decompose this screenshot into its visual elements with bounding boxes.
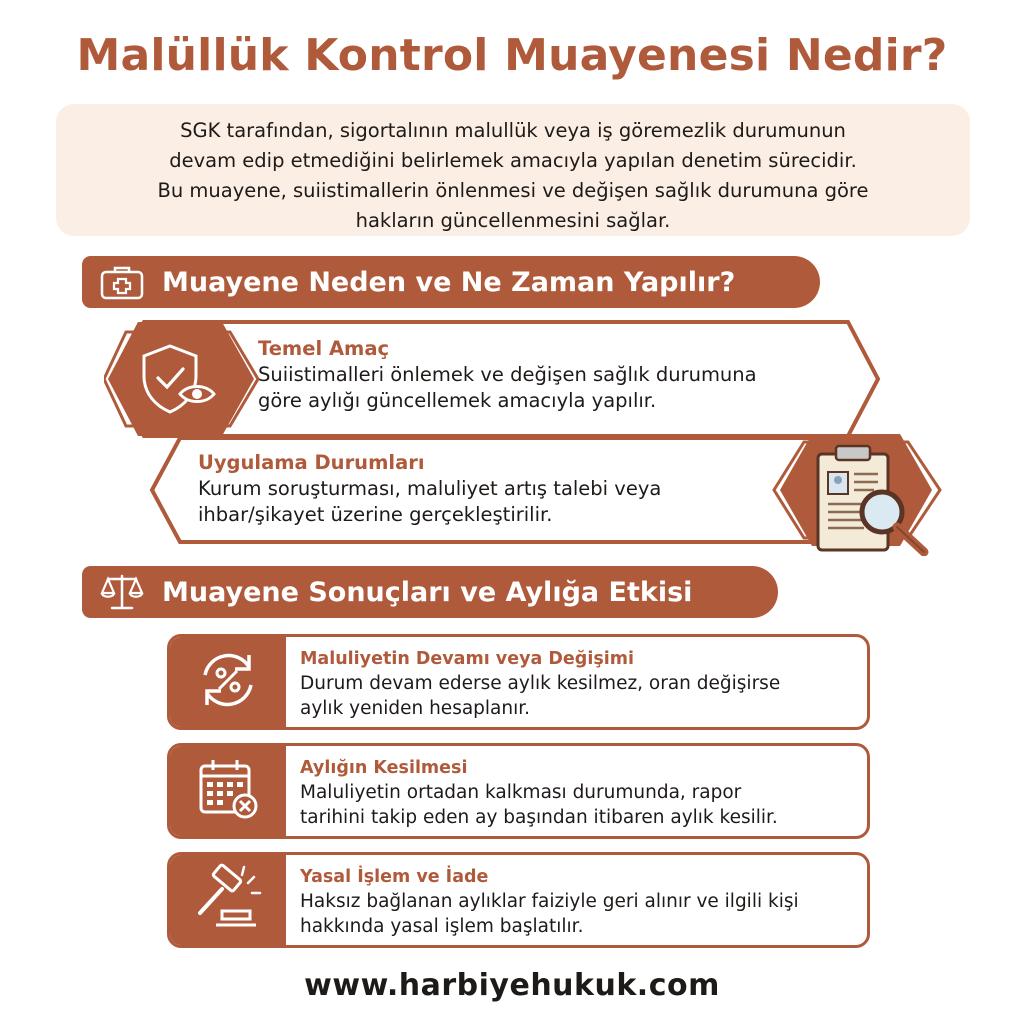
- scales-icon: [94, 572, 150, 612]
- card-body-line: Kurum soruşturması, maluliyet artış talebi veya: [198, 477, 662, 500]
- card-body-line: ihbar/şikayet üzerine gerçekleştirilir.: [198, 503, 553, 526]
- website-url[interactable]: www.harbiyehukuk.com: [304, 968, 720, 1003]
- intro-box: [56, 104, 970, 236]
- section-header-results: [82, 566, 778, 618]
- card-title: Aylığın Kesilmesi: [300, 758, 468, 778]
- card-body-line: Suiistimalleri önlemek ve değişen sağlık durumuna: [258, 363, 757, 386]
- card-body-line: aylık yeniden hesaplanır.: [300, 698, 531, 719]
- page-title: Malüllük Kontrol Muayenesi Nedir?: [76, 30, 948, 81]
- card-body-line: tarihini takip eden ay başından itibaren aylık kesilir.: [300, 807, 778, 828]
- card-body-line: Haksız bağlanan aylıklar faiziyle geri alınır ve ilgili kişi: [300, 891, 799, 912]
- card-continuation: [167, 634, 870, 730]
- card-title: Uygulama Durumları: [198, 451, 425, 474]
- calendar-cancel-icon: [193, 754, 263, 828]
- section-heading: Muayene Neden ve Ne Zaman Yapılır?: [162, 266, 736, 298]
- section-header-why-when: [82, 256, 820, 308]
- card-body-line: Maluliyetin ortadan kalkması durumunda, rapor: [300, 782, 742, 803]
- card-body-line: hakkında yasal işlem başlatılır.: [300, 916, 584, 937]
- medical-kit-icon: [94, 262, 150, 302]
- intro-line: hakların güncellenmesini sağlar.: [355, 209, 671, 232]
- card-termination: [167, 743, 870, 839]
- section-heading: Muayene Sonuçları ve Aylığa Etkisi: [162, 576, 693, 608]
- intro-line: devam edip etmediğini belirlemek amacıyla yapılan denetim sürecidir.: [169, 149, 857, 172]
- card-title: Maluliyetin Devamı veya Değişimi: [300, 649, 634, 669]
- clipboard-magnifier-icon: [808, 444, 934, 560]
- intro-line: Bu muayene, suiistimallerin önlenmesi ve değişen sağlık durumuna göre: [157, 179, 869, 202]
- card-body-line: Durum devam ederse aylık kesilmez, oran değişirse: [300, 673, 781, 694]
- card-title: Yasal İşlem ve İade: [300, 867, 489, 887]
- card-title: Temel Amaç: [258, 337, 390, 360]
- intro-line: SGK tarafından, sigortalının malullük veya iş göremezlik durumunun: [180, 119, 846, 142]
- gavel-icon: [192, 863, 264, 937]
- card-purpose: [104, 318, 884, 440]
- card-legal-action: [167, 852, 870, 948]
- percent-cycle-icon: [193, 645, 263, 719]
- card-body-line: göre aylığı güncellemek amacıyla yapılır.: [258, 389, 657, 412]
